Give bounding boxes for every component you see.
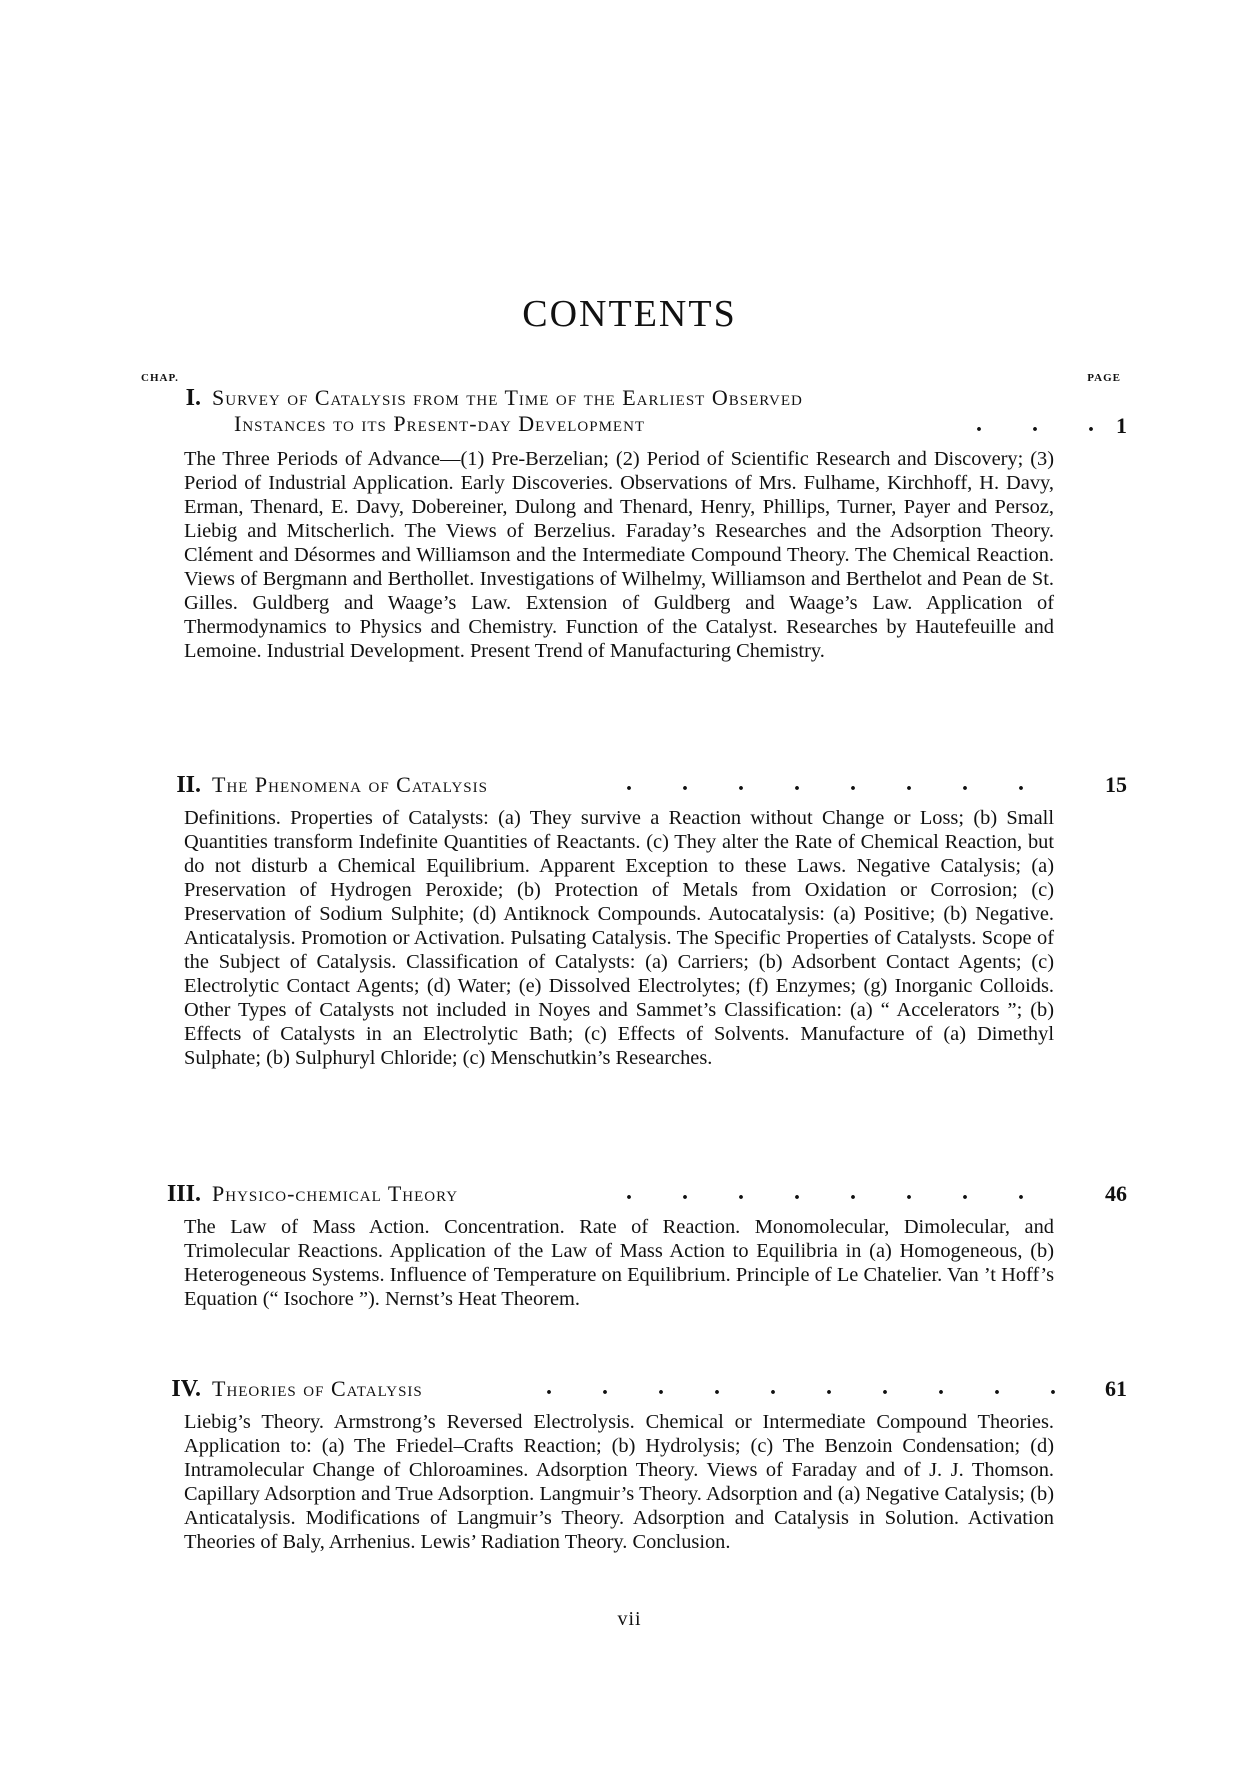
chapter-title (212, 385, 1054, 437)
chapter-title-line-1: Theories of Catalysis (212, 1376, 423, 1401)
chapter-title-line-1: Survey of Catalysis from the Time of the Earliest Observed (212, 385, 803, 410)
chapter-page-number: 1 (1116, 413, 1127, 438)
chapter-summary: Liebig’s Theory. Armstrong’s Reversed Electrolysis. Chemical or Intermediate Compound Theories. Application to: (a) The Friedel–Crafts Reaction; (b) Hydrolysis; (c) The Benzoin Condensation; (d) Intramolecular Change of Chloroamines. Adsorption Theory. Views of Faraday and of J. J. Thomson. Capillary Adsorption and True Adsorption. Langmuir’s Theory. Adsorption and (a) Negative Catalysis; (b) Anticatalysis. Modifications of Langmuir’s Theory. Adsorption and Catalysis in Solution. Activation Theories of Baly, Arrhenius. Lewis’ Radiation Theory. Conclusion. (184, 1411, 1054, 1553)
chapter-title-line-2: Instances to its Present-day Development (234, 411, 646, 436)
leader-dots: . . . . . . . . (626, 770, 1046, 796)
chapter-summary: The Law of Mass Action. Concentration. Rate of Reaction. Monomolecular, Dimolecular, and Trimolecular Reactions. Application of the Law of Mass Action to Equilibria in (a) Homogeneous, (b) Heterogeneous Systems. Influence of Temperature on Equilibrium. Principle of Le Chatelier. Van ’t Hoff’s Equation (“ Isochore ”). Nernst’s Heat Theorem. (184, 1216, 1054, 1310)
leader-dots: . . . (976, 411, 1116, 437)
page-folio: vii (617, 1608, 642, 1630)
page-title: CONTENTS (522, 293, 737, 335)
chapter-number: I. (185, 385, 201, 411)
chapter-number: III. (166, 1181, 201, 1207)
leader-dots: . . . . . . . . . . (546, 1374, 1078, 1400)
chapter-summary: The Three Periods of Advance—(1) Pre-Berzelian; (2) Period of Scientific Research and Discovery; (3) Period of Industrial Application. Early Discoveries. Observations of Mrs. Fulhame, Kirchhoff, H. Davy, Erman, Thenard, E. Davy, Dobereiner, Dulong and Thenard, Henry, Phillips, Turner, Payer and Persoz, Liebig and Mitscherlich. The Views of Berzelius. Faraday’s Researches and the Adsorption Theory. Clément and Désormes and Williamson and the Intermediate Compound Theory. The Chemical Reaction. Views of Bergmann and Berthollet. Investigations of Wilhelmy, Williamson and Berthelot and Pean de St. Gilles. Guldberg and Waage’s Law. Extension of Guldberg and Waage’s Law. Application of Thermodynamics to Physics and Chemistry. Function of the Catalyst. Researches by Hautefeuille and Lemoine. Industrial Development. Present Trend of Manufacturing Chemistry. (184, 448, 1054, 662)
chapter-number: II. (176, 772, 201, 798)
page-column-label: PAGE (1087, 372, 1121, 384)
chapter-page-number: 15 (1105, 772, 1127, 797)
chapter-page-number: 61 (1105, 1376, 1127, 1401)
chapter-title-line-1: The Phenomena of Catalysis (212, 772, 488, 797)
chapter-page-number: 46 (1105, 1181, 1127, 1206)
chapter-title-line-1: Physico-chemical Theory (212, 1181, 459, 1206)
chap-column-label: CHAP. (141, 372, 179, 384)
chapter-summary: Definitions. Properties of Catalysts: (a) They survive a Reaction without Change or Loss; (b) Small Quantities transform Indefinite Quantities of Reactants. (c) They alter the Rate of Chemical Reaction, but do not disturb a Chemical Equilibrium. Apparent Exception to these Laws. Negative Catalysis; (a) Preservation of Hydrogen Peroxide; (b) Protection of Metals from Oxidation or Corrosion; (c) Preservation of Sodium Sulphite; (d) Antiknock Compounds. Autocatalysis: (a) Positive; (b) Negative. Anticatalysis. Promotion or Activation. Pulsating Catalysis. The Specific Properties of Catalysts. Scope of the Subject of Catalysis. Classification of Catalysts: (a) Carriers; (b) Adsorbent Contact Agents; (c) Electrolytic Contact Agents; (d) Water; (e) Dissolved Electrolytes; (f) Enzymes; (g) Inorganic Colloids. Other Types of Catalysts not included in Noyes and Sammet’s Classification: (a) “ Accelerators ”; (b) Effects of Catalysts in an Electrolytic Bath; (c) Effects of Solvents. Manufacture of (a) Dimethyl Sulphate; (b) Sulphuryl Chloride; (c) Menschutkin’s Researches. (184, 807, 1054, 1069)
chapter-number: IV. (171, 1376, 201, 1402)
leader-dots: . . . . . . . . (626, 1179, 1046, 1205)
